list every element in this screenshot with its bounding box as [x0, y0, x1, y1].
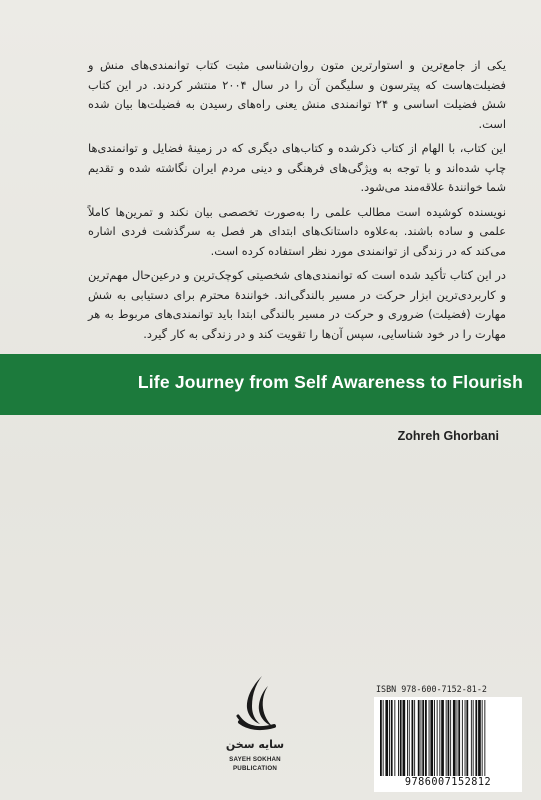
publisher-name-fa: سایه سخن	[225, 738, 285, 751]
author-name: Zohreh Ghorbani	[397, 429, 499, 443]
publisher-name-en-line1: SAYEH SOKHAN	[229, 756, 281, 763]
description-text	[88, 56, 506, 349]
description-paragraph-1: یکی از جامع‌ترین و استوارترین متون روان‌شناسی مثبت کتاب توانمندی‌های منش و فضیلت‌هاست که پیترسون و سلیگمن آن را در سال ۲۰۰۴ منتشر کردند. در این کتاب شش فضیلت اساسی و ۲۴ توانمندی منش یعنی راه‌های رسیدن به فضیلت‌ها بیان شده است.	[88, 58, 507, 131]
description-paragraph-4: در این کتاب تأکید شده است که توانمندی‌های شخصیتی کوچک‌ترین و درعین‌حال مهم‌ترین و کاربردی‌ترین ابزار حرکت در مسیر بالندگی‌اند. خوانندهٔ محترم برای دستیابی به شش مهارت (فضیلت) ضروری و حرکت در مسیر بالندگی ابتدا باید توانمندی‌های مربوط به هر مهارت را در خود شناسایی، سپس آن‌ها را تقویت کند و در زندگی به کار گیرد.	[88, 268, 506, 341]
barcode-icon	[380, 700, 516, 776]
title-band	[0, 354, 541, 415]
description-paragraph-2: این کتاب، با الهام از کتاب ذکرشده و کتاب‌های دیگری که در زمینهٔ فضایل و توانمندی‌ها چاپ شده‌اند و با توجه به ویژگی‌های فرهنگی و دینی مردم ایران نگاشته شده و تقدیم شما خوانندهٔ علاقه‌مند می‌شود.	[88, 141, 506, 194]
barcode	[374, 697, 522, 792]
publisher-logo	[214, 672, 296, 784]
description-paragraph-3: نویسنده کوشیده است مطالب علمی را به‌صورت تخصصی بیان نکند و تمرین‌ها کاملاً علمی و ساده باشند. به‌علاوه داستانک‌های ابتدای هر فصل به سرگذشت فردی اشاره می‌کند که در زندگی از توانمندی مورد نظر استفاده کرده است.	[88, 204, 506, 258]
quill-feather-icon	[232, 672, 278, 738]
barcode-number: 9786007152812	[404, 777, 492, 788]
publisher-name-en-line2: PUBLICATION	[232, 765, 278, 772]
isbn-label: ISBN 978-600-7152-81-2	[376, 684, 487, 694]
english-title: Life Journey from Self Awareness to Flourish	[137, 372, 523, 392]
